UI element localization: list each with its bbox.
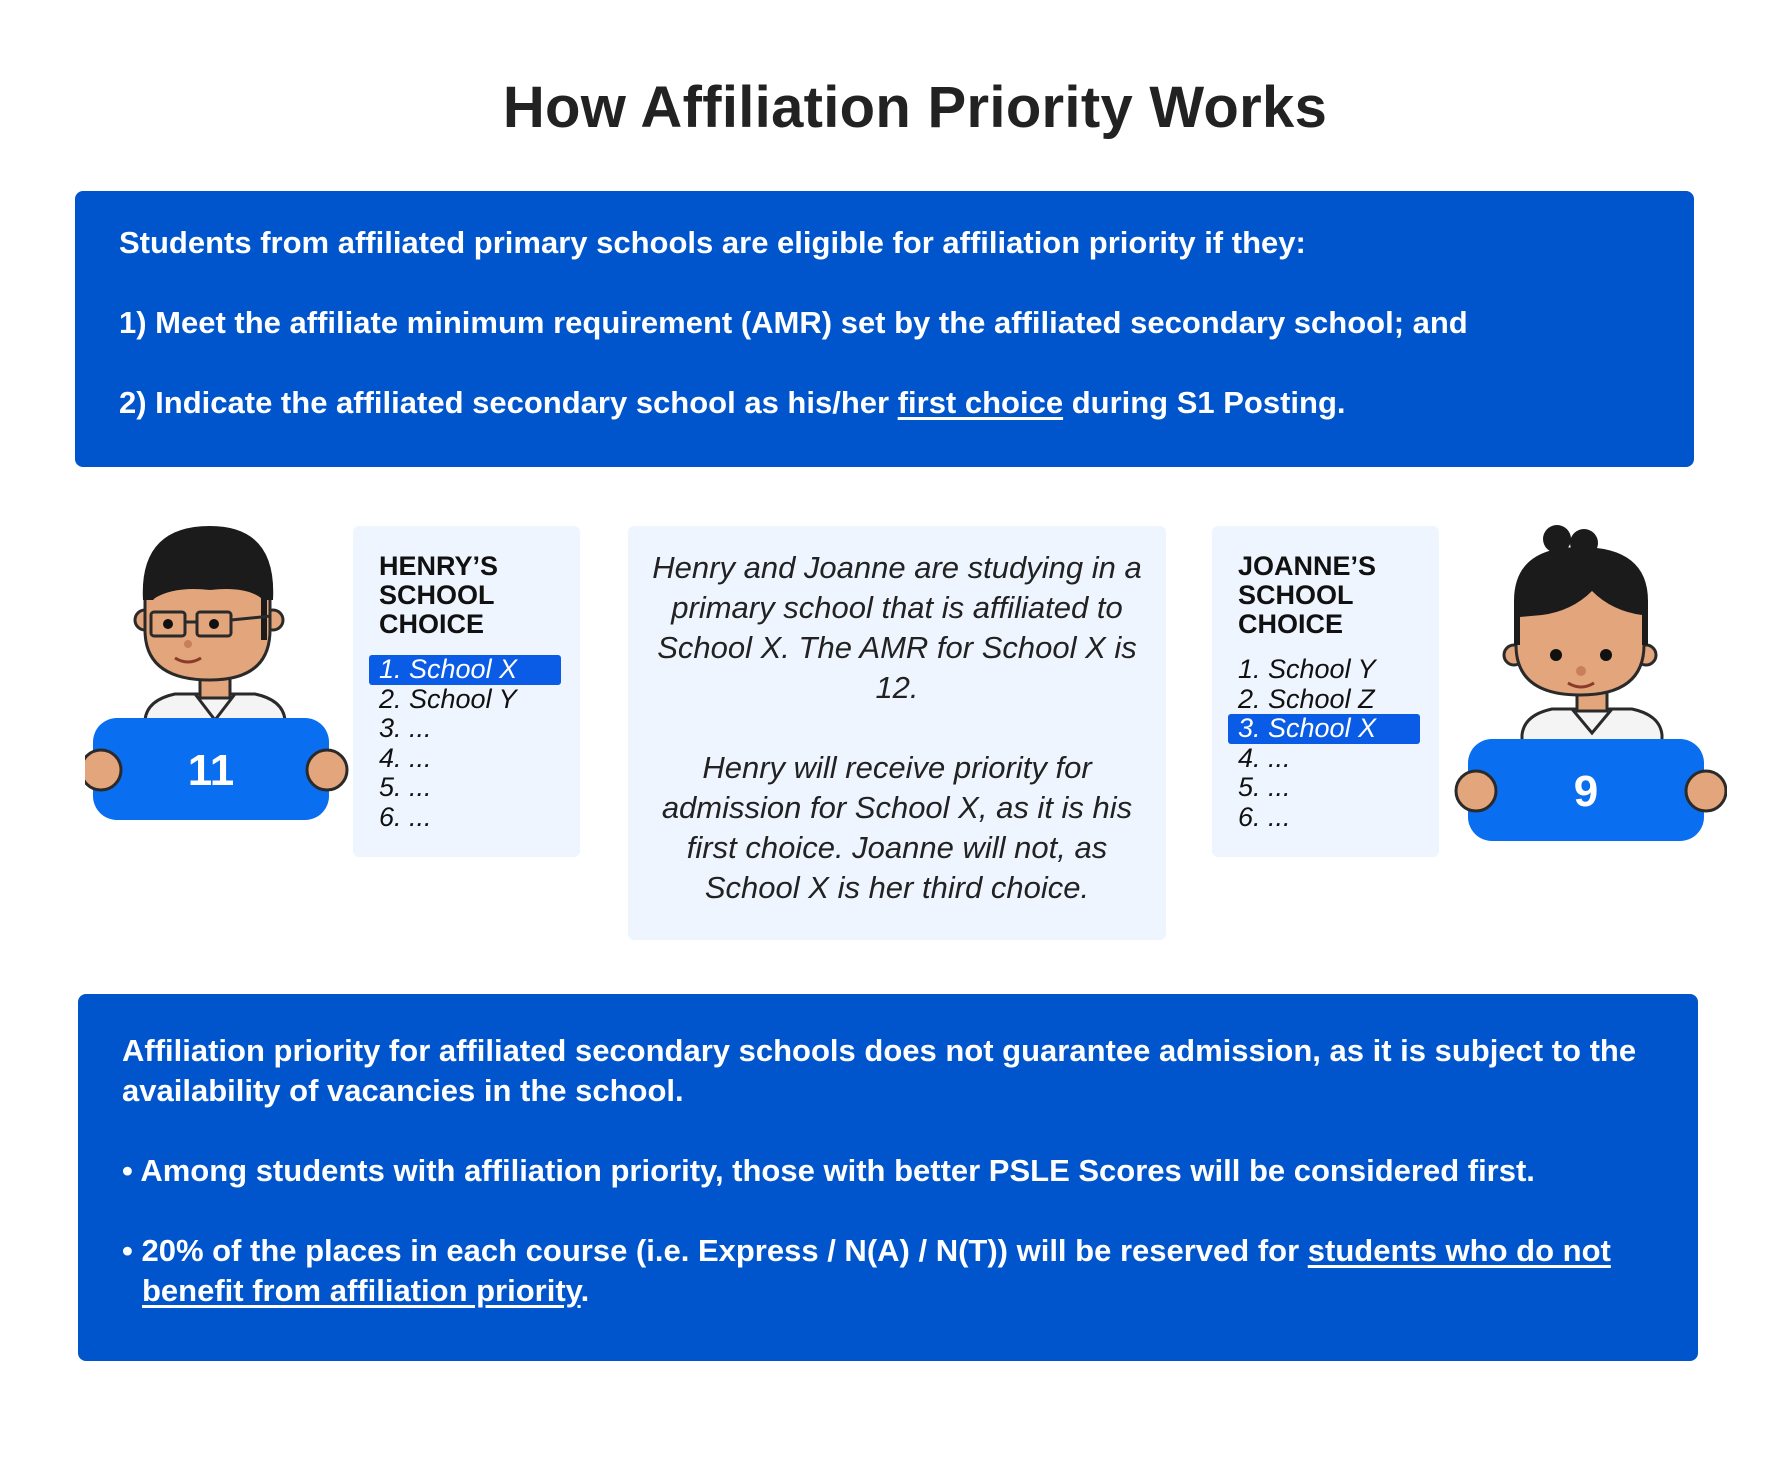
joanne-choice-heading: JOANNE’S SCHOOL CHOICE	[1238, 551, 1377, 639]
scenario-text-1: Henry and Joanne are studying in a primary school that is affiliated to School X. The AMR for School X is 12.	[652, 550, 1142, 705]
eligibility-point-1: 1) Meet the affiliate minimum requirement (AMR) set by the affiliated secondary school; and	[119, 305, 1468, 340]
joanne-choice-4: 4. ...	[1238, 742, 1291, 773]
joanne-choice-2: 2. School Z	[1238, 683, 1375, 714]
joanne-choice-3: 3. School X	[1228, 714, 1420, 744]
joanne-choice-5: 5. ...	[1238, 772, 1291, 802]
joanne-choice-list	[1238, 655, 1439, 832]
notes-bullet-2: • 20% of the places in each course (i.e. Express / N(A) / N(T)) will be reserved for students who do not benefit from affiliation priority.	[122, 1233, 1611, 1308]
joanne-choice-panel	[1212, 526, 1439, 857]
page-title: How Affiliation Priority Works	[502, 75, 1328, 140]
scenario-text-2: Henry will receive priority for admission for School X, as it is his first choice. Joanne will not, as School X is her third choice.	[661, 750, 1133, 905]
henry-choice-list	[379, 655, 580, 832]
joanne-score: 9	[1573, 767, 1599, 816]
notes-intro: Affiliation priority for affiliated secondary schools does not guarantee admission, as it is subject to the availability of vacancies in the school.	[122, 1033, 1637, 1108]
henry-avatar	[85, 520, 355, 832]
henry-choice-panel	[353, 526, 580, 857]
eligibility-intro: Students from affiliated primary schools are eligible for affiliation priority if they:	[119, 225, 1306, 260]
scenario-panel	[628, 526, 1166, 940]
henry-choice-3: 3. ...	[379, 713, 432, 743]
first-choice-link[interactable]: first choice	[897, 385, 1064, 420]
henry-choice-4: 4. ...	[379, 742, 432, 773]
notes-box	[78, 994, 1698, 1361]
joanne-avatar	[1442, 525, 1727, 850]
joanne-choice-6: 6. ...	[1238, 801, 1291, 832]
henry-choice-5: 5. ...	[379, 772, 432, 802]
henry-choice-1: 1. School X	[369, 655, 561, 685]
henry-choice-2: 2. School Y	[379, 683, 517, 714]
non-affiliated-students-link[interactable]: students who do not benefit from affiliation priority	[142, 1233, 1611, 1308]
henry-score: 11	[187, 746, 235, 795]
joanne-choice-1: 1. School Y	[1238, 654, 1376, 684]
henry-choice-heading: HENRY’S SCHOOL CHOICE	[379, 551, 499, 639]
eligibility-point-2: 2) Indicate the affiliated secondary school as his/her first choice during S1 Posting.	[119, 385, 1346, 420]
henry-choice-6: 6. ...	[379, 801, 432, 832]
notes-bullet-1: • Among students with affiliation priority, those with better PSLE Scores will be considered first.	[122, 1153, 1535, 1188]
eligibility-box	[75, 191, 1694, 467]
